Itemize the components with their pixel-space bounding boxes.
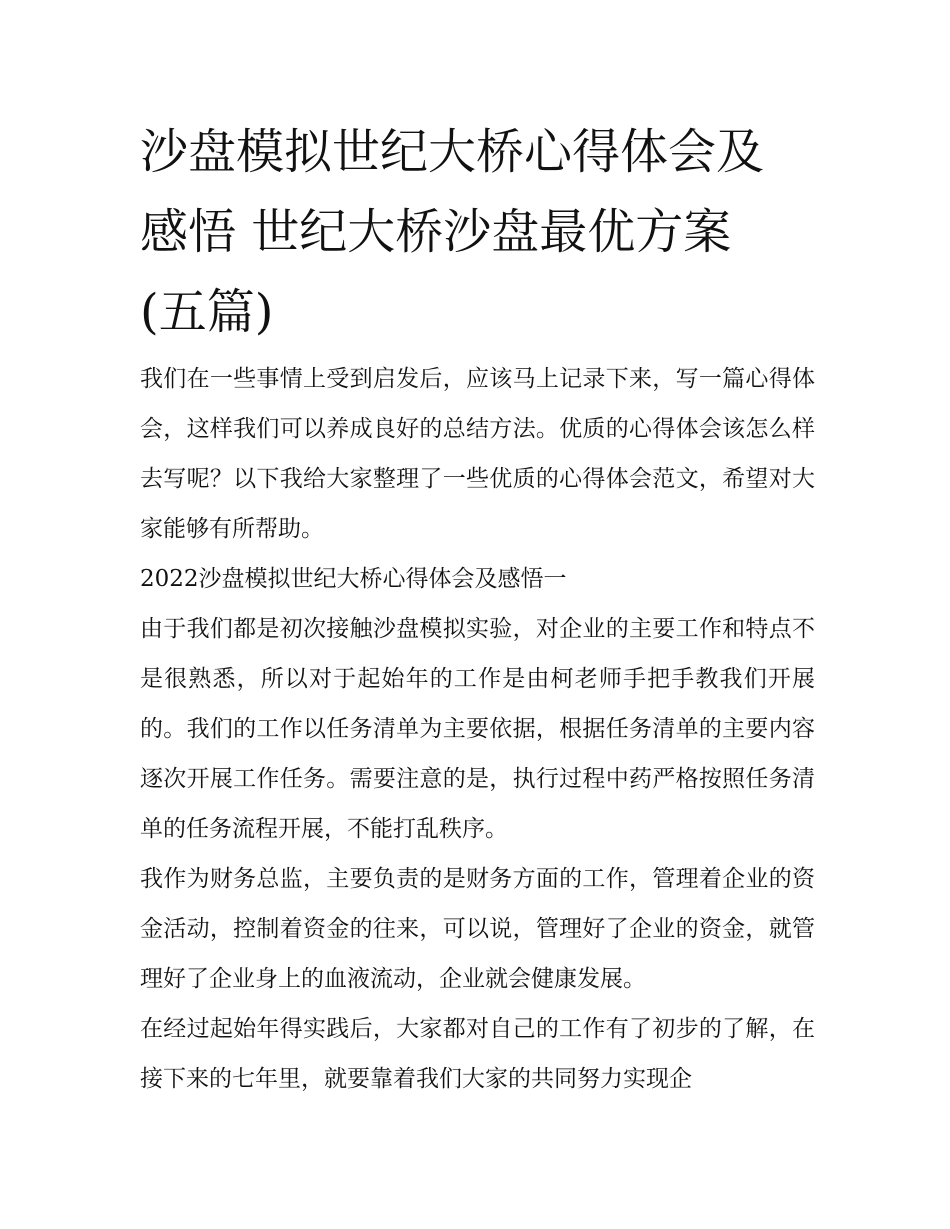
title-line-3: (五篇): [140, 284, 274, 340]
body-paragraph-1: 由于我们都是初次接触沙盘模拟实验，对企业的主要工作和特点不是很熟悉，所以对于起始年的工作是由柯老师手把手教我们开展的。我们的工作以任务清单为主要依据，根据任务清单的主要内容逐次开展工作任务。需要注意的是，执行过程中药严格按照任务清单的任务流程开展，不能打乱秩序。: [140, 616, 815, 842]
body-paragraph-3: 在经过起始年得实践后，大家都对自己的工作有了初步的了解，在接下来的七年里，就要靠着我们大家的共同努力实现企: [140, 1016, 815, 1092]
title-line-2: 感悟 世纪大桥沙盘最优方案: [140, 204, 732, 260]
section-heading: 2022沙盘模拟世纪大桥心得体会及感悟一: [140, 566, 567, 592]
body-paragraph-2: 我作为财务总监，主要负责的是财务方面的工作，管理着企业的资金活动，控制着资金的往来，可以说，管理好了企业的资金，就管理好了企业身上的血液流动，企业就会健康发展。: [140, 866, 815, 992]
document-page: [140, 112, 815, 1104]
document-title: [140, 112, 815, 352]
title-line-1: 沙盘模拟世纪大桥心得体会及: [140, 124, 765, 180]
intro-paragraph: 我们在一些事情上受到启发后，应该马上记录下来，写一篇心得体会，这样我们可以养成良好的总结方法。优质的心得体会该怎么样去写呢？以下我给大家整理了一些优质的心得体会范文，希望对大家能够有所帮助。: [140, 366, 815, 542]
